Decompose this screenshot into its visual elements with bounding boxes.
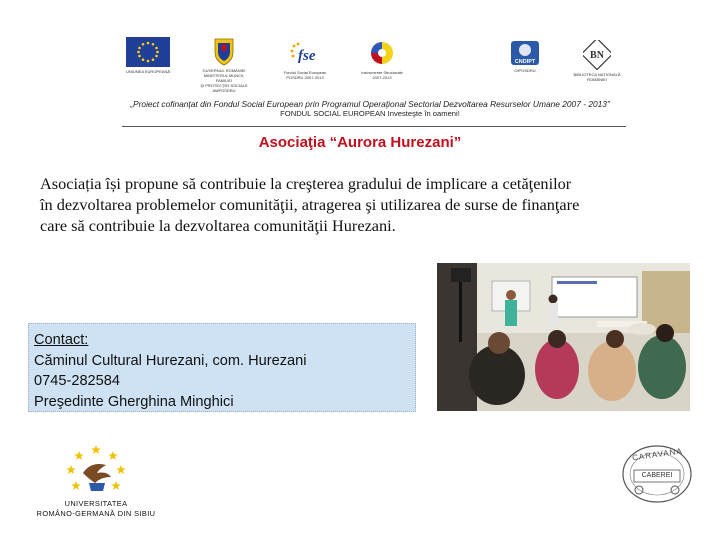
fse-caption: Fondul Social European POSDRU 2007-2013	[283, 70, 327, 80]
university-logo	[24, 443, 168, 519]
structural-instruments-icon	[365, 38, 399, 68]
university-eagle-icon	[61, 443, 131, 499]
contact-line: Căminul Cultural Hurezani, com. Hurezani	[34, 352, 307, 369]
svg-text:BN: BN	[590, 50, 604, 61]
cndipt-caption: OIPOSDRU	[514, 68, 536, 73]
contact-line: Preşedinte Gherghina Minghici	[34, 393, 234, 410]
stamp-top-text: CARAVANA	[631, 446, 684, 463]
page-title: Asociaţia “Aurora Hurezani”	[258, 134, 462, 151]
fse-logo	[280, 40, 330, 80]
banner-line-1: „Proiect cofinanţat din Fondul Social European prin Programul Operaţional Sectorial Dezvoltarea Resurselor Umane 2007 - 2013”	[130, 99, 610, 109]
meeting-photo	[437, 263, 690, 411]
eu-flag-logo	[122, 37, 174, 74]
fse-star-icon	[288, 40, 322, 68]
brand-icon	[583, 40, 611, 70]
structural-caption: Instrumente Structurale 2007-2013	[361, 70, 403, 80]
meeting-photo-image	[437, 263, 690, 411]
coat-of-arms-icon	[212, 36, 236, 66]
description-line: care să contribuie la dezvoltarea comunităţii Hurezani.	[40, 216, 396, 235]
romania-caption: GUVERNUL ROMÂNIEI MINISTERUL MUNCII, FAMILIEI ŞI PROTECŢIEI SOCIALE AMPOSDRU	[200, 68, 248, 93]
description-text	[40, 173, 650, 236]
svg-text:CNDIPT: CNDIPT	[514, 59, 536, 65]
banner-line-2: FONDUL SOCIAL EUROPEAN Investeşte în oameni!	[280, 109, 460, 118]
university-name-line-2: ROMÂNO-GERMANĂ DIN SIBIU	[36, 509, 156, 518]
cndipt-icon	[510, 40, 540, 66]
caravan-stamp	[614, 438, 700, 508]
description-line: în dezvoltarea problemelor comunităţii, atragerea şi utilizarea de surse de finanţare	[40, 195, 580, 214]
description-line: Asociația își propune să contribuie la creşterea gradului de implicare a cetăţenilor	[40, 174, 572, 193]
cndipt-logo	[505, 40, 545, 73]
university-name-line-1: UNIVERSITATEA	[64, 499, 128, 508]
romania-coat-of-arms-logo	[196, 36, 252, 93]
svg-text:fse: fse	[298, 48, 316, 64]
brand-logo	[565, 40, 629, 82]
contact-line: 0745-282584	[34, 373, 121, 389]
stamp-center-text: CABEREI	[641, 472, 673, 479]
brand-caption: BIBLIOTECA NAȚIONALĂ ROMÂNIEI	[573, 72, 621, 82]
eu-flag-icon	[126, 37, 170, 67]
instrumente-structurale-logo	[354, 38, 410, 80]
eu-caption: UNIUNEA EUROPEANĂ	[125, 69, 170, 74]
header-divider	[122, 126, 626, 127]
project-banner	[110, 100, 630, 118]
contact-heading: Contact:	[34, 332, 89, 348]
contact-box	[28, 323, 416, 412]
